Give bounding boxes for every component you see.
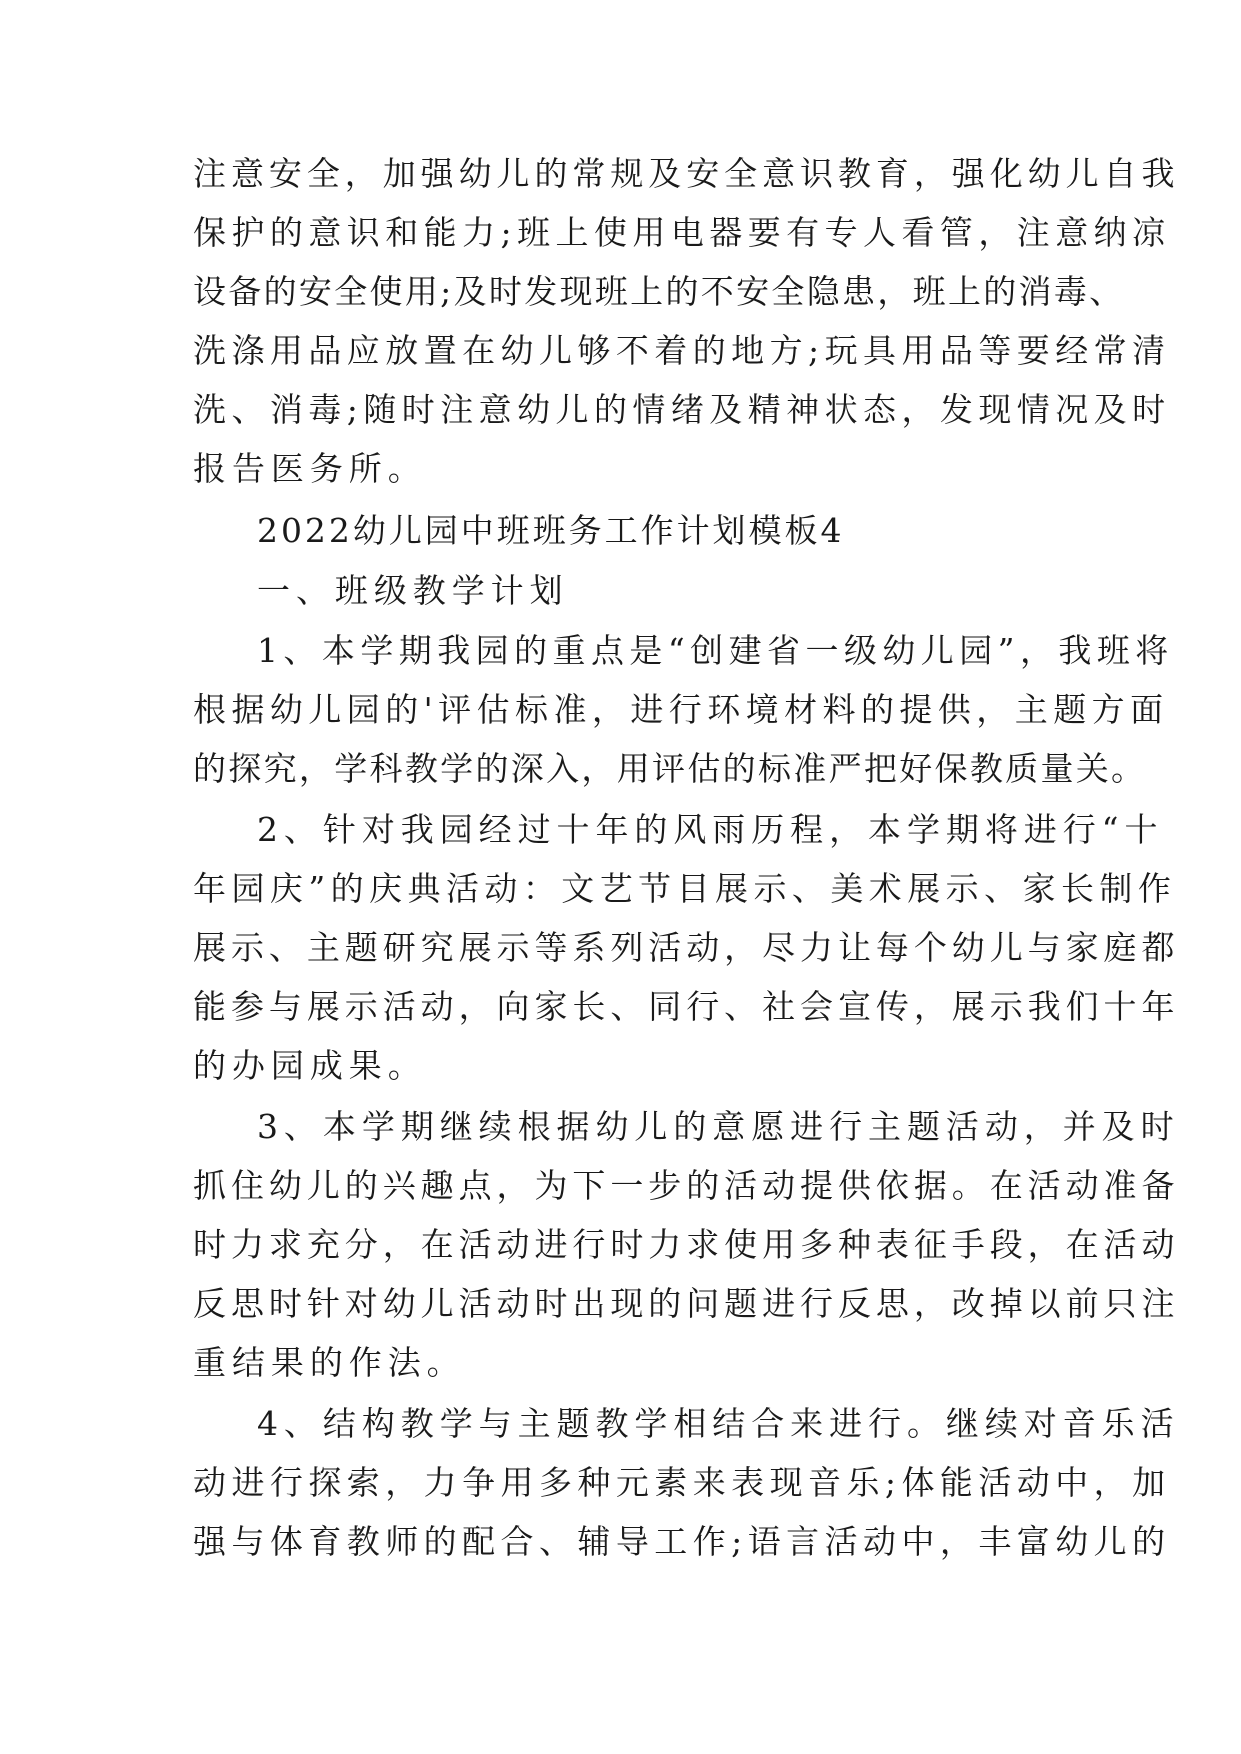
text-line: 洗、消毒;随时注意幼儿的情绪及精神状态，发现情况及时 (193, 390, 1171, 429)
text-line: 洗涤用品应放置在幼儿够不着的地方;玩具用品等要经常清 (193, 331, 1171, 370)
text-line: 的探究，学科教学的深入，用评估的标准严把好保教质量关。 (193, 749, 1147, 788)
text-line: 保护的意识和能力;班上使用电器要有专人看管，注意纳凉 (193, 213, 1171, 252)
text-line: 重结果的作法。 (193, 1343, 466, 1382)
text-line: 反思时针对幼儿活动时出现的问题进行反思，改掉以前只注 (193, 1284, 1180, 1323)
text-line: 年园庆”的庆典活动：文艺节目展示、美术展示、家长制作 (193, 869, 1177, 908)
text-line: 能参与展示活动，向家长、同行、社会宣传，展示我们十年 (193, 987, 1180, 1026)
text-line: 抓住幼儿的兴趣点，为下一步的活动提供依据。在活动准备 (193, 1166, 1180, 1205)
text-line: 报告医务所。 (193, 449, 427, 488)
text-line: 的办园成果。 (193, 1046, 427, 1085)
text-line: 强与体育教师的配合、辅导工作;语言活动中，丰富幼儿的 (193, 1522, 1171, 1561)
text-line: 注意安全，加强幼儿的常规及安全意识教育，强化幼儿自我 (193, 154, 1180, 193)
text-line: 4、结构教学与主题教学相结合来进行。继续对音乐活 (257, 1404, 1180, 1443)
section-heading: 一、班级教学计划 (257, 571, 569, 610)
text-line: 根据幼儿园的'评估标准，进行环境材料的提供，主题方面 (193, 690, 1169, 729)
text-line: 展示、主题研究展示等系列活动，尽力让每个幼儿与家庭都 (193, 928, 1180, 967)
text-line: 3、本学期继续根据幼儿的意愿进行主题活动，并及时 (257, 1107, 1180, 1146)
text-line: 2、针对我园经过十年的风雨历程，本学期将进行“十 (257, 810, 1164, 849)
section-title: 2022幼儿园中班班务工作计划模板4 (257, 511, 845, 550)
text-line: 时力求充分，在活动进行时力求使用多种表征手段，在活动 (193, 1225, 1180, 1264)
text-line: 1、本学期我园的重点是“创建省一级幼儿园”，我班将 (257, 631, 1174, 670)
text-line: 动进行探索，力争用多种元素来表现音乐;体能活动中，加 (193, 1463, 1171, 1502)
text-line: 设备的安全使用;及时发现班上的不安全隐患，班上的消毒、 (193, 272, 1125, 311)
